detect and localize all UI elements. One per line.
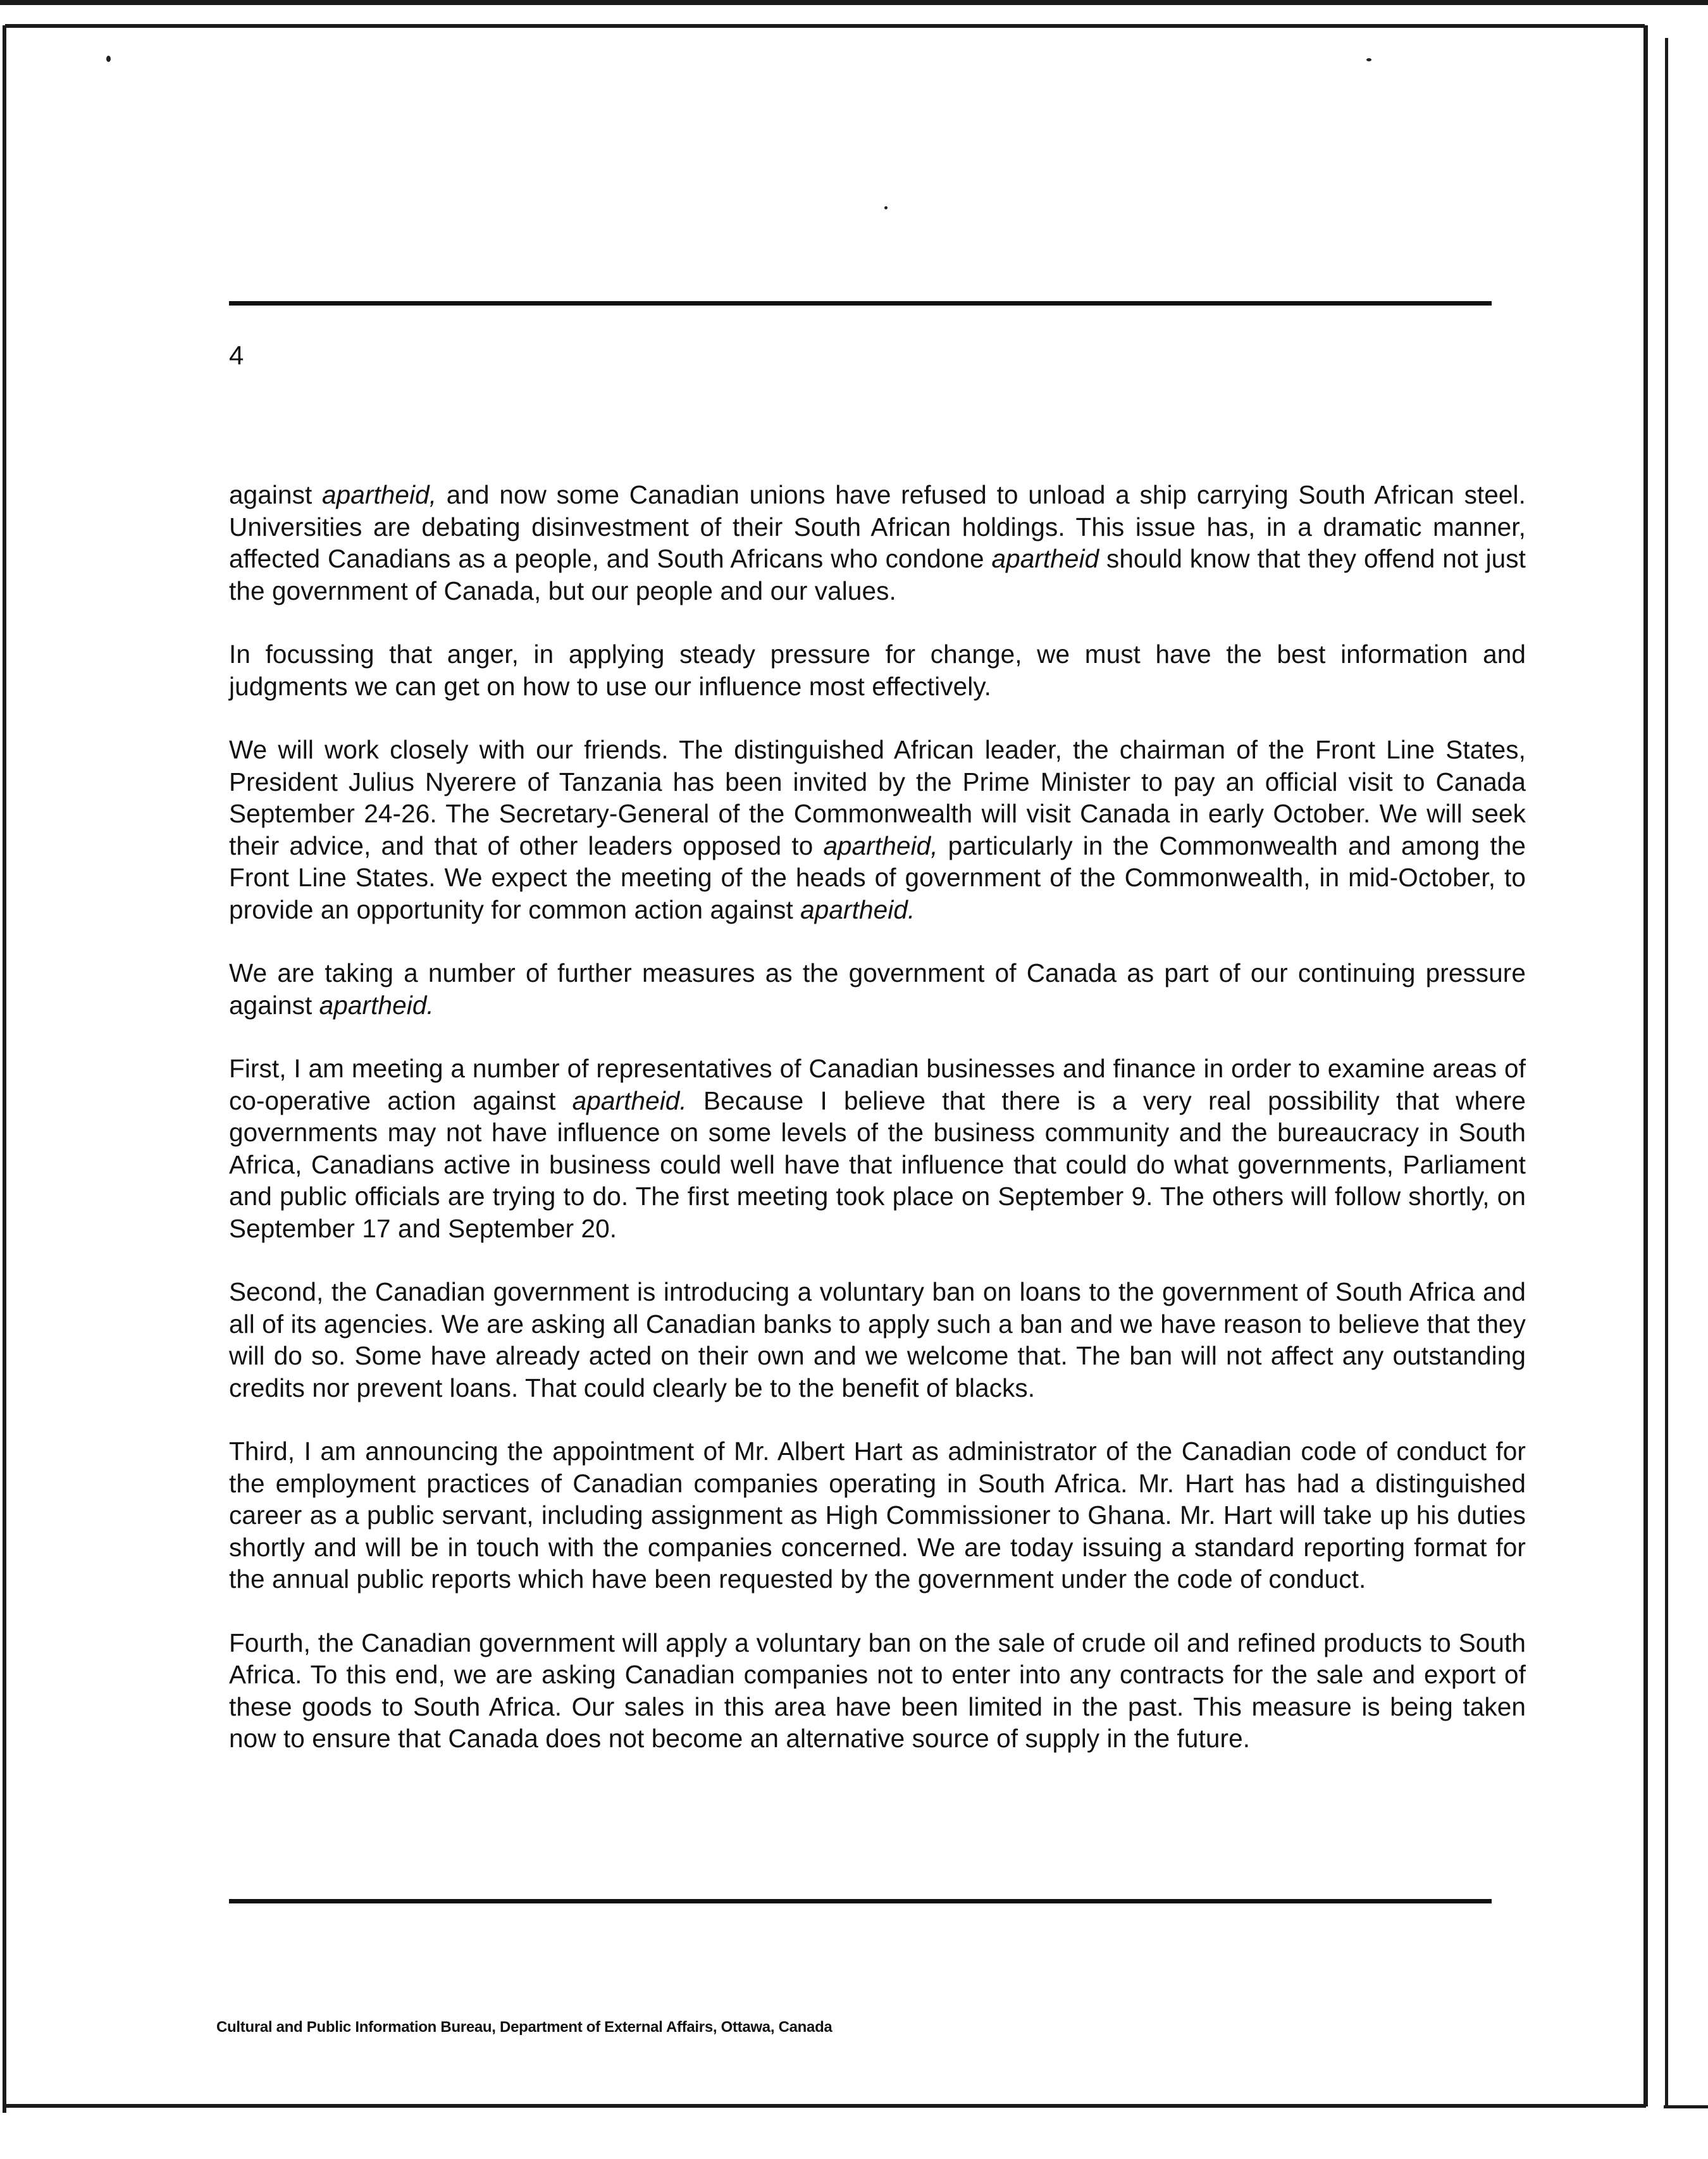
paragraph xyxy=(229,638,1526,702)
scan-speck xyxy=(1366,58,1371,61)
italic-text: apartheid xyxy=(991,544,1099,573)
italic-text: apartheid. xyxy=(800,894,915,924)
scan-border-top xyxy=(0,0,1708,5)
footer-credit: Cultural and Public Information Bureau, Department of External Affairs, Ottawa, Canada xyxy=(216,2019,832,2036)
text-run: We will work closely with our friends. The distinguished African leader, the chairman of the Front Line States, President Julius Nyerere of Tanzania has been invited by the Prime Minister to pay an official visit to Canada September 24-26. The Secretary-General of the Commonwealth will visit Canada in early October. We will seek their advice, and that of other leaders opposed to xyxy=(229,735,1526,860)
paragraph xyxy=(229,479,1526,607)
scan-border-right xyxy=(1643,25,1648,2106)
scan-border-bottom-right xyxy=(1664,2105,1708,2108)
scan-border-bottom xyxy=(6,2104,1646,2108)
paragraph xyxy=(229,957,1526,1021)
text-run: should know that they offend not just the government of Canada, but our people and our values. xyxy=(229,544,1526,605)
paragraph xyxy=(229,1053,1526,1244)
text-run: Third, I am announcing the appointment of Mr. Albert Hart as administrator of the Canadian code of conduct for the employment practices of Canadian companies operating in South Africa. Mr. Hart has had a distinguished career as a public servant, including assignment as High Commissioner to Ghana. Mr. Hart will take up his duties shortly and will be in touch with the companies concerned. We are today issuing a standard reporting format for the annual public reports which have been requested by the government under the code of conduct. xyxy=(229,1437,1526,1593)
text-run: particularly in the Commonwealth and among the Front Line States. We expect the meeting of the heads of government of the Commonwealth, in mid-October, to provide an opportunity for common action against xyxy=(229,831,1526,924)
italic-text: apartheid, xyxy=(823,831,938,860)
scan-border-left xyxy=(3,25,6,2113)
scan-speck xyxy=(106,56,111,62)
text-run: and now some Canadian unions have refused to unload a ship carrying South African steel. Universities are debating disinvestment of their South African holdings. This issue has, in a dramatic manner, affected Canadians as a people, and South Africans who condone xyxy=(229,480,1526,573)
paragraph xyxy=(229,1276,1526,1404)
text-run: Second, the Canadian government is introducing a voluntary ban on loans to the government of South Africa and all of its agencies. We are asking all Canadian banks to apply such a ban and we have reason to believe that they will do so. Some have already acted on their own and we welcome that. The ban will not affect any outstanding credits nor prevent loans. That could clearly be to the benefit of blacks. xyxy=(229,1277,1526,1402)
scan-border-top-inner xyxy=(5,24,1645,28)
body-text xyxy=(229,479,1526,1755)
scan-speck xyxy=(884,206,888,209)
text-run: First, I am meeting a number of representatives of Canadian businesses and finance in order to examine areas of co-operative action against xyxy=(229,1054,1526,1115)
text-run: against xyxy=(229,480,322,509)
paragraph xyxy=(229,734,1526,925)
text-run: Fourth, the Canadian government will apply a voluntary ban on the sale of crude oil and refined products to South Africa. To this end, we are asking Canadian companies not to enter into any contracts for the sale and export of these goods to South Africa. Our sales in this area have been limited in the past. This measure is being taken now to ensure that Canada does not become an alternative source of supply in the future. xyxy=(229,1628,1526,1753)
text-run: We are taking a number of further measures as the government of Canada as part of our continuing pressure against xyxy=(229,958,1526,1020)
footer-rule xyxy=(229,1899,1492,1903)
header-rule xyxy=(229,301,1492,306)
italic-text: apartheid. xyxy=(319,990,434,1020)
italic-text: apartheid. xyxy=(572,1086,687,1115)
italic-text: apartheid, xyxy=(321,480,437,509)
paragraph xyxy=(229,1435,1526,1595)
text-run: Because I believe that there is a very real possibility that where governments may not have influence on some levels of the business community and the bureaucracy in South Africa, Canadians active in business could well have that influence that could do what governments, Parliament and public officials are trying to do. The first meeting took place on September 9. The others will follow shortly, on September 17 and September 20. xyxy=(229,1086,1526,1243)
paragraph xyxy=(229,1627,1526,1755)
text-run: In focussing that anger, in applying steady pressure for change, we must have the best information and judgments we can get on how to use our influence most effectively. xyxy=(229,640,1526,701)
scan-border-right-outer xyxy=(1665,38,1668,2106)
page-number: 4 xyxy=(229,340,244,370)
